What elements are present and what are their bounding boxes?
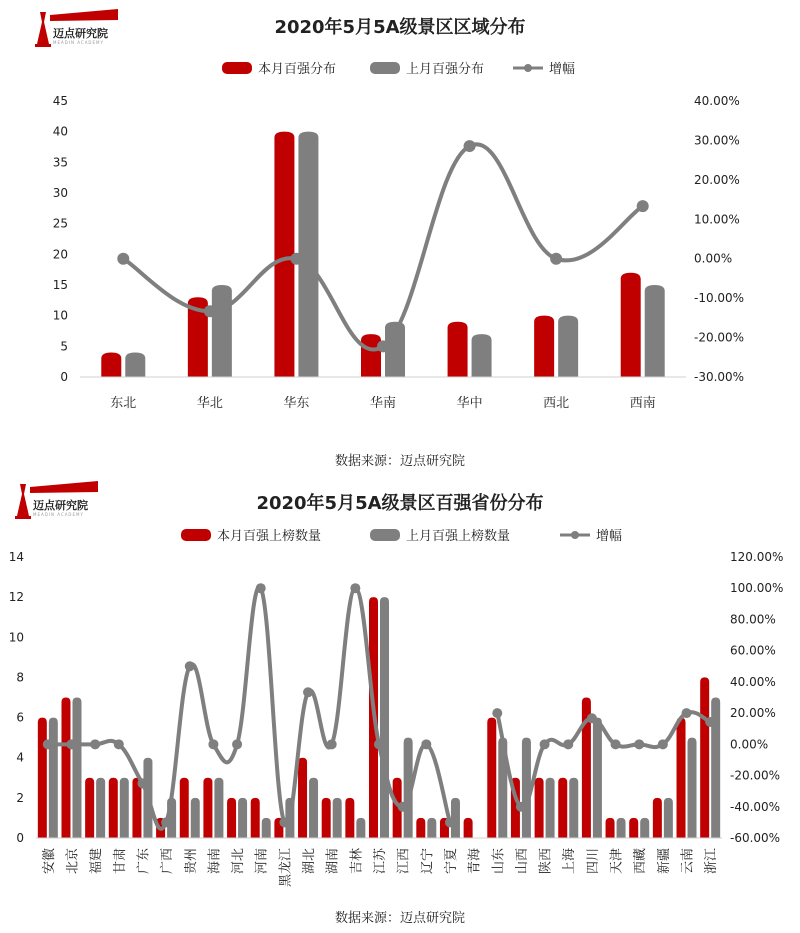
x-tick: 北京 — [65, 848, 81, 875]
y-left-tick: 10 — [52, 308, 68, 323]
bar-previous — [688, 738, 697, 838]
x-tick: 辽宁 — [420, 848, 436, 875]
y-right-tick: 0.00% — [730, 737, 769, 752]
bar-current — [61, 698, 70, 839]
y-right-tick: -60.00% — [730, 831, 781, 845]
x-tick: 四川 — [585, 848, 601, 875]
bar-previous — [356, 818, 365, 838]
y-right-tick: 20.00% — [694, 172, 740, 187]
bar-previous — [238, 798, 247, 838]
bar-previous — [640, 818, 649, 838]
x-tick: 东北 — [110, 396, 137, 411]
chart1-x-axis — [80, 377, 686, 411]
y-right-tick: 30.00% — [694, 133, 740, 148]
bar-current — [101, 352, 121, 377]
y-left-tick: 4 — [16, 750, 24, 765]
legend-label: 本月百强上榜数量 — [217, 529, 322, 544]
bar-current — [251, 798, 260, 838]
bar-previous — [49, 718, 58, 838]
growth-point — [374, 739, 384, 749]
growth-point — [540, 739, 550, 749]
y-right-tick: -20.00% — [694, 330, 745, 345]
x-tick: 河南 — [254, 848, 270, 875]
chart2-source: 数据来源：迈点研究院 — [334, 911, 466, 926]
bar-previous — [380, 597, 389, 838]
y-left-tick: 25 — [52, 216, 68, 231]
bar-previous — [546, 778, 555, 838]
y-left-tick: 14 — [8, 550, 24, 564]
y-left-tick: 0 — [16, 831, 24, 845]
growth-point — [445, 817, 455, 827]
y-left-tick: 15 — [52, 278, 68, 292]
y-right-tick: 100.00% — [730, 581, 784, 596]
bar-current — [227, 798, 236, 838]
bar-current — [606, 818, 615, 838]
legend-label: 本月百强分布 — [258, 62, 337, 77]
y-right-tick: 10.00% — [694, 212, 740, 227]
lighthouse-base — [15, 516, 31, 519]
growth-point — [634, 739, 644, 749]
chart2-legend — [181, 528, 622, 544]
bar-previous — [472, 334, 492, 377]
x-tick: 新疆 — [656, 848, 672, 875]
legend-swatch — [370, 62, 400, 74]
bar-previous — [569, 778, 578, 838]
x-tick: 安徽 — [41, 848, 57, 875]
brand-name: 迈点研究院 — [53, 27, 108, 40]
x-tick: 华南 — [369, 396, 397, 411]
bar-current — [85, 778, 94, 838]
legend-swatch — [222, 62, 252, 74]
y-left-tick: 12 — [8, 590, 24, 605]
x-tick: 甘肃 — [112, 848, 128, 875]
y-right-tick: -40.00% — [730, 799, 781, 814]
y-left-tick: 6 — [16, 710, 24, 725]
bar-previous — [664, 798, 673, 838]
growth-point — [90, 739, 100, 749]
y-right-tick: 80.00% — [730, 612, 776, 627]
growth-point — [208, 739, 218, 749]
legend-label: 增幅 — [549, 62, 576, 77]
lighthouse-icon — [37, 12, 49, 44]
y-right-tick: -10.00% — [694, 291, 745, 306]
growth-point — [66, 739, 76, 749]
bar-current — [180, 778, 189, 838]
bar-previous — [333, 798, 342, 838]
growth-point — [421, 739, 431, 749]
growth-point — [256, 583, 266, 593]
x-tick: 上海 — [562, 848, 578, 875]
growth-point — [705, 717, 715, 727]
growth-point — [464, 140, 476, 152]
bar-previous — [214, 778, 223, 838]
bar-previous — [645, 285, 665, 377]
bar-current — [700, 677, 709, 838]
chart1-right-axis — [694, 94, 744, 384]
bar-current — [464, 818, 473, 838]
growth-point — [114, 739, 124, 749]
y-left-tick: 45 — [52, 94, 68, 108]
bar-previous — [72, 698, 81, 839]
growth-point — [137, 778, 147, 788]
growth-point — [185, 661, 195, 671]
bar-current — [653, 798, 662, 838]
growth-line-path — [48, 587, 450, 829]
bar-current — [203, 778, 212, 838]
bar-previous — [427, 818, 436, 838]
chart1-left-axis — [53, 94, 68, 384]
x-tick: 西南 — [629, 396, 656, 411]
bar-previous — [96, 778, 105, 838]
growth-point — [563, 739, 573, 749]
chart1-source: 数据来源：迈点研究院 — [334, 454, 466, 469]
brand-sub: MEADIN ACADEMY — [53, 40, 104, 45]
x-tick: 华中 — [456, 396, 483, 411]
bar-current — [487, 718, 496, 838]
x-tick: 福建 — [89, 848, 105, 875]
y-left-tick: 10 — [8, 630, 24, 645]
bar-previous — [593, 718, 602, 838]
growth-point — [492, 708, 502, 718]
growth-point — [232, 739, 242, 749]
brand-sub: MEADIN ACADEMY — [33, 512, 84, 517]
bar-current — [534, 316, 554, 377]
y-left-tick: 0 — [60, 370, 68, 384]
brand-name: 迈点研究院 — [33, 499, 88, 512]
bar-current — [677, 718, 686, 838]
x-tick: 黑龙江 — [278, 848, 294, 888]
x-tick: 华北 — [196, 396, 223, 411]
growth-point — [377, 340, 389, 352]
bar-previous — [617, 818, 626, 838]
growth-point — [658, 739, 668, 749]
x-tick: 吉林 — [349, 848, 365, 875]
growth-point — [204, 305, 216, 317]
y-right-tick: 120.00% — [730, 550, 784, 564]
legend-label: 上月百强上榜数量 — [406, 529, 511, 544]
bar-current — [274, 132, 294, 377]
legend-label: 增幅 — [596, 529, 623, 544]
legend-swatch — [370, 529, 400, 541]
growth-point — [290, 253, 302, 265]
y-left-tick: 30 — [52, 186, 68, 200]
y-right-tick: 40.00% — [730, 674, 776, 689]
bar-previous — [120, 778, 129, 838]
growth-point — [637, 200, 649, 212]
y-right-tick: 20.00% — [730, 706, 776, 721]
y-left-tick: 20 — [52, 247, 68, 262]
growth-point — [161, 817, 171, 827]
x-tick: 河北 — [231, 848, 247, 875]
bar-previous — [558, 316, 578, 377]
bar-current — [535, 778, 544, 838]
x-tick: 宁夏 — [443, 848, 459, 875]
x-tick: 山东 — [491, 848, 507, 875]
y-right-tick: 0.00% — [694, 251, 733, 266]
bar-previous — [262, 818, 271, 838]
x-tick: 陕西 — [538, 848, 554, 875]
y-right-tick: 40.00% — [694, 94, 740, 108]
bar-current — [361, 334, 381, 377]
growth-point — [516, 802, 526, 812]
brand-logo-bottom — [15, 481, 98, 519]
x-tick: 湖北 — [302, 848, 318, 875]
x-tick: 湖南 — [325, 848, 341, 875]
chart2-bars — [38, 597, 720, 838]
bar-current — [345, 798, 354, 838]
growth-point — [350, 583, 360, 593]
bar-current — [109, 778, 118, 838]
bar-previous — [451, 798, 460, 838]
growth-point — [43, 739, 53, 749]
x-tick: 贵州 — [183, 848, 199, 875]
x-tick: 山西 — [514, 848, 530, 875]
legend-marker — [571, 531, 579, 539]
logo-flag — [50, 9, 118, 21]
lighthouse-icon — [17, 484, 29, 516]
x-tick: 江苏 — [373, 848, 388, 875]
x-tick: 江西 — [396, 848, 412, 875]
y-left-tick: 5 — [60, 339, 68, 354]
legend-swatch — [181, 529, 211, 541]
y-right-tick: -20.00% — [730, 768, 781, 783]
chart2-title: 2020年5月5A级景区百强省份分布 — [256, 493, 544, 514]
bar-current — [38, 718, 47, 838]
growth-point — [327, 739, 337, 749]
growth-point — [587, 713, 597, 723]
logo-flag — [30, 481, 98, 493]
growth-point — [303, 687, 313, 697]
lighthouse-base — [35, 44, 51, 47]
y-left-tick: 35 — [52, 155, 68, 170]
chart2-right-axis — [730, 550, 783, 845]
x-tick: 华东 — [283, 396, 310, 411]
y-left-tick: 2 — [16, 790, 24, 805]
bar-current — [629, 818, 638, 838]
growth-point — [550, 253, 562, 265]
y-left-tick: 40 — [52, 124, 68, 139]
brand-logo-top — [35, 9, 118, 47]
x-tick: 广西 — [160, 848, 176, 875]
bar-current — [416, 818, 425, 838]
bar-previous — [191, 798, 200, 838]
growth-point — [611, 739, 621, 749]
bar-previous — [298, 132, 318, 377]
legend-marker — [524, 64, 532, 72]
chart1-bars — [101, 132, 664, 377]
y-left-tick: 8 — [16, 670, 24, 685]
chart1-title: 2020年5月5A级景区区域分布 — [274, 17, 526, 38]
bar-current — [448, 322, 468, 377]
chart2-left-axis — [9, 550, 24, 845]
x-tick: 天津 — [609, 848, 625, 875]
bar-current — [558, 778, 567, 838]
x-tick: 云南 — [680, 848, 696, 875]
legend-label: 上月百强分布 — [406, 62, 485, 77]
bar-current — [322, 798, 331, 838]
y-right-tick: -30.00% — [694, 370, 745, 384]
y-right-tick: 60.00% — [730, 643, 776, 658]
x-tick: 海南 — [207, 848, 223, 875]
bar-previous — [309, 778, 318, 838]
growth-point — [682, 708, 692, 718]
x-tick: 西北 — [543, 396, 570, 411]
bar-current — [621, 273, 641, 377]
chart2-x-axis — [36, 838, 722, 887]
x-tick: 西藏 — [633, 848, 649, 875]
bar-previous — [212, 285, 232, 377]
x-tick: 广东 — [136, 848, 152, 875]
growth-point — [117, 253, 129, 265]
bar-current — [298, 758, 307, 838]
bar-previous — [125, 352, 145, 377]
growth-point — [279, 817, 289, 827]
chart1-legend — [222, 61, 575, 77]
x-tick: 浙江 — [704, 848, 720, 875]
x-tick: 青海 — [467, 848, 483, 875]
growth-point — [398, 802, 408, 812]
